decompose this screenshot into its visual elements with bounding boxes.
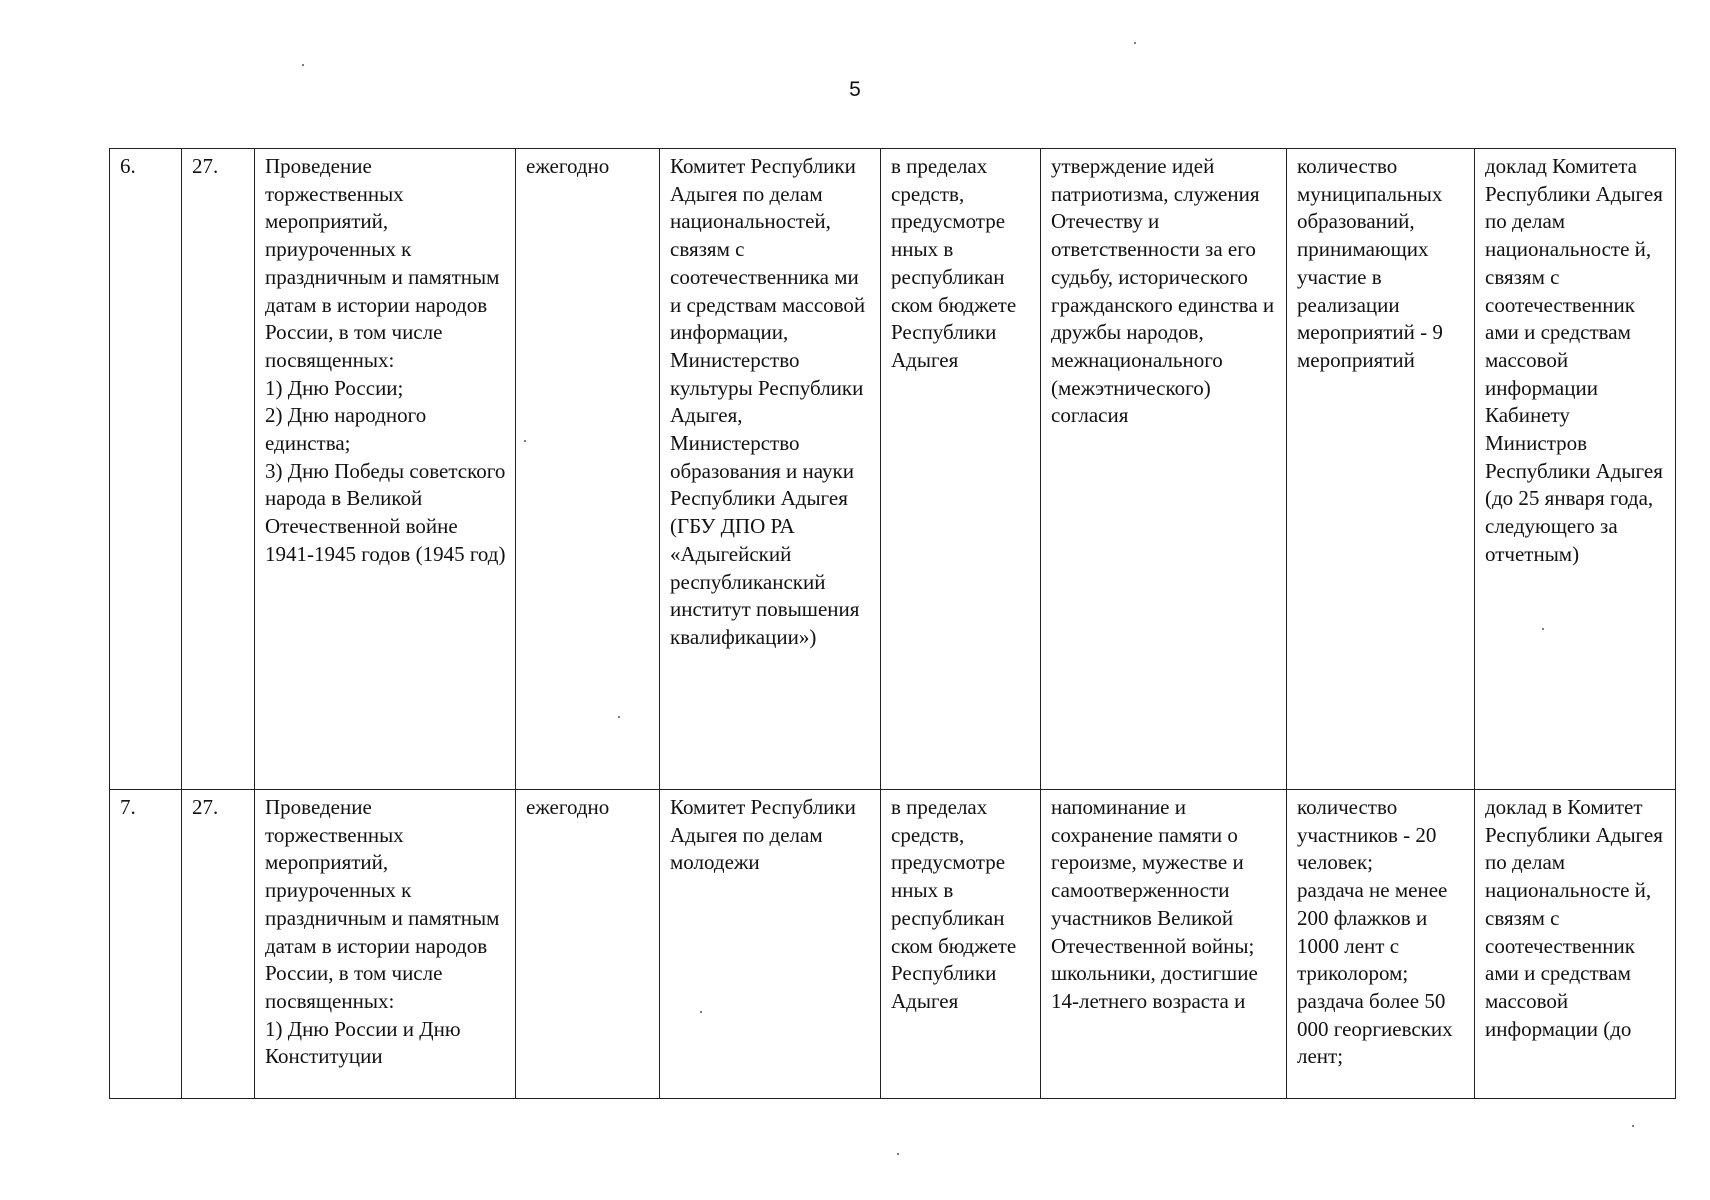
- executor-cell: Комитет Республики Адыгея по делам молодежи: [660, 790, 881, 1099]
- scan-speck: [524, 440, 526, 442]
- period-cell: ежегодно: [516, 790, 660, 1099]
- program-table: [109, 148, 1676, 1099]
- row-number-cell: 7.: [110, 790, 182, 1099]
- scan-speck: [1134, 42, 1136, 44]
- indicator-cell: количество участников - 20 человек; раздача не менее 200 флажков и 1000 лент с триколором; раздача более 50 000 георгиевских лент;: [1287, 790, 1475, 1099]
- period-cell: ежегодно: [516, 149, 660, 790]
- report-cell: доклад Комитета Республики Адыгея по делам национальносте й, связям с соотечественник ами и средствам массовой информации Кабинету Министров Республики Адыгея (до 25 января года, следующего за отчетным): [1475, 149, 1676, 790]
- indicator-cell: количество муниципальных образований, принимающих участие в реализации мероприятий - 9 мероприятий: [1287, 149, 1475, 790]
- table-row: [110, 149, 1676, 790]
- report-cell: доклад в Комитет Республики Адыгея по делам национальносте й, связям с соотечественник ами и средствам массовой информации (до: [1475, 790, 1676, 1099]
- scan-speck: [618, 716, 620, 718]
- event-cell: Проведение торжественных мероприятий, приуроченных к праздничным и памятным датам в истории народов России, в том числе посвященных: 1) Дню России и Дню Конституции: [255, 790, 516, 1099]
- scan-speck: [1632, 1125, 1634, 1127]
- executor-cell: Комитет Республики Адыгея по делам национальностей, связям с соотечественника ми и средствам массовой информации, Министерство культуры Республики Адыгея, Министерство образования и науки Республики Адыгея (ГБУ ДПО РА «Адыгейский республиканский институт повышения квалификации»): [660, 149, 881, 790]
- event-cell: Проведение торжественных мероприятий, приуроченных к праздничным и памятным датам в истории народов России, в том числе посвященных: 1) Дню России; 2) Дню народного единства; 3) Дню Победы советского народа в Великой Отечественной войне 1941-1945 годов (1945 год): [255, 149, 516, 790]
- result-cell: напоминание и сохранение памяти о героизме, мужестве и самоотверженности участников Великой Отечественной войны; школьники, достигшие 14-летнего возраста и: [1041, 790, 1287, 1099]
- funding-cell: в пределах средств, предусмотре нных в республикан ском бюджете Республики Адыгея: [881, 790, 1041, 1099]
- item-number-cell: 27.: [182, 790, 255, 1099]
- funding-cell: в пределах средств, предусмотре нных в республикан ском бюджете Республики Адыгея: [881, 149, 1041, 790]
- item-number-cell: 27.: [182, 149, 255, 790]
- result-cell: утверждение идей патриотизма, служения Отечеству и ответственности за его судьбу, исторического гражданского единства и дружбы народов, межнационального (межэтнического) согласия: [1041, 149, 1287, 790]
- scan-speck: [1542, 628, 1544, 630]
- page-number: 5: [849, 78, 861, 101]
- scan-speck: [302, 64, 304, 66]
- scan-speck: [700, 1011, 702, 1013]
- table-row: [110, 790, 1676, 1099]
- row-number-cell: 6.: [110, 149, 182, 790]
- scan-speck: [897, 1153, 899, 1155]
